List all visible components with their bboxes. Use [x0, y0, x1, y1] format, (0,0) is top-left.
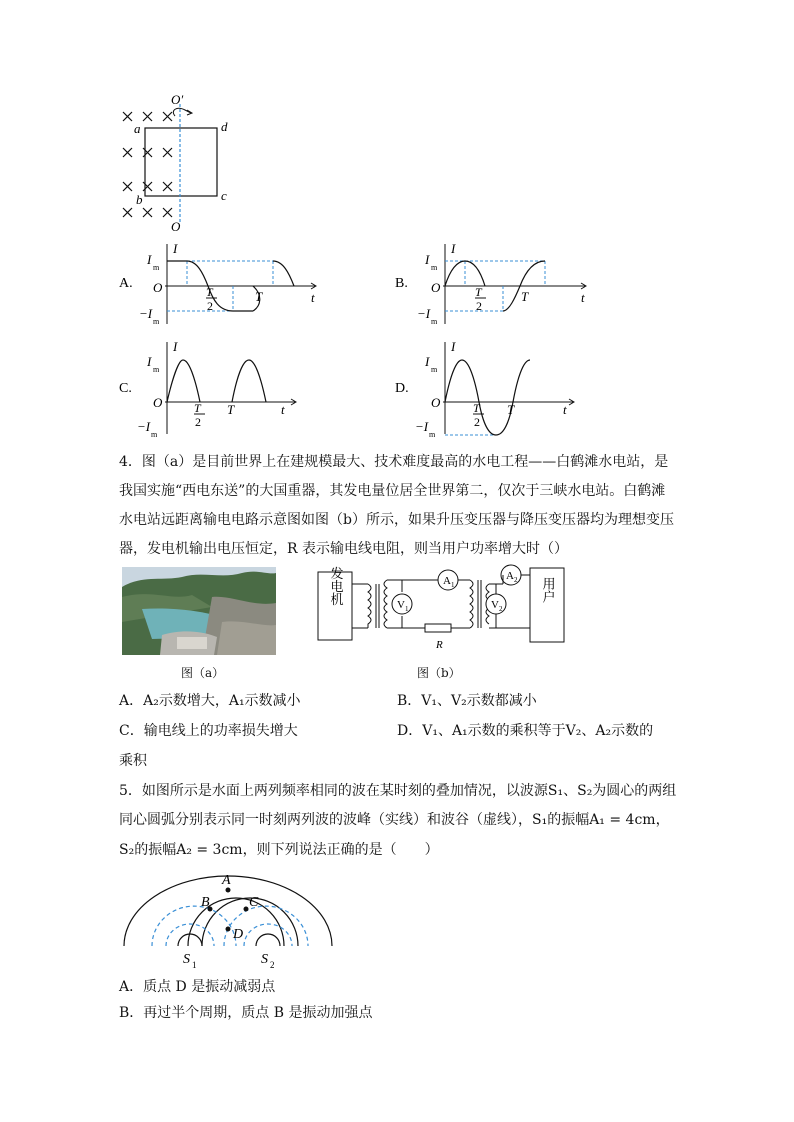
graph-option-d [395, 338, 595, 438]
wave-interference-figure [118, 866, 348, 971]
point-a [226, 888, 231, 893]
label-o: O [171, 219, 181, 234]
resistor-r [425, 624, 451, 632]
label-o-prime: O′ [171, 92, 184, 107]
user-label: 用户 [539, 577, 555, 603]
label-b: b [136, 192, 143, 207]
resistor-label: R [436, 639, 443, 651]
s2-trough-small [244, 924, 292, 946]
label-c: C [249, 895, 259, 910]
t-full: T [227, 402, 235, 417]
generator-label: 发电机 [327, 566, 343, 606]
caption-b: 图（b） [417, 666, 461, 680]
q4-line-4: 器，发电机输出电压恒定，R 表示输电线电阻，则当用户功率增大时（） [119, 541, 568, 557]
x-axis-label: t [311, 290, 315, 305]
t-full: T [507, 402, 515, 417]
option-label: B. [395, 276, 408, 291]
t-full: T [521, 289, 529, 304]
im-label: I [147, 252, 152, 267]
q5-line-2: 同心圆弧分别表示同一时刻两列波的波峰（实线）和波谷（虚线），S₁的振幅A₁ = 4cm， [119, 812, 670, 828]
a1-sub: 1 [451, 581, 455, 589]
label-s2: S [261, 952, 268, 967]
neg-im-sub: m [153, 317, 160, 326]
origin-label: O [153, 395, 163, 410]
t-half-den: 2 [474, 415, 480, 429]
t-full: T [255, 289, 263, 304]
current-curve [167, 360, 266, 402]
option-label: C. [119, 381, 132, 396]
q4-line-2: 我国实施“西电东送”的大国重器，其发电量位居全世界第二，仅次于三峡水电站。白鹤滩 [119, 483, 666, 499]
a1-label: A [443, 575, 451, 587]
q4-line-3: 水电站远距离输电电路示意图如图（b）所示，如果升压变压器与降压变压器均为理想变压 [119, 512, 674, 528]
label-s1: S [183, 952, 190, 967]
q5-line-3: S₂的振幅A₂ = 3cm，则下列说法正确的是（ ） [119, 842, 439, 858]
q4-option-b: B．V₁、V₂示数都减小 [397, 693, 537, 709]
label-a: A [222, 873, 231, 888]
neg-im-label: −I [137, 419, 151, 434]
neg-im-sub: m [429, 430, 436, 438]
im-sub: m [153, 263, 160, 272]
im-label: I [425, 252, 430, 267]
t-half-num: T [194, 401, 201, 415]
q5-option-b: B．再过半个周期，质点 B 是振动加强点 [119, 1005, 373, 1021]
q4-option-d-cont: 乘积 [119, 753, 147, 769]
v2-label: V [491, 599, 499, 611]
s1-trough-small [166, 924, 214, 946]
im-sub: m [431, 263, 438, 272]
v1-label: V [397, 599, 405, 611]
graph-option-a [115, 240, 335, 330]
coil-frame [145, 128, 217, 196]
t-half-den: 2 [195, 415, 201, 429]
point-c [244, 907, 249, 912]
v1-sub: 1 [405, 605, 409, 613]
graph-option-b [395, 240, 605, 330]
option-label: A. [119, 276, 133, 291]
neg-im-sub: m [431, 317, 438, 326]
q4-option-c: C．输电线上的功率损失增大 [119, 723, 298, 739]
label-s1-sub: 1 [192, 960, 197, 970]
neg-im-sub: m [151, 430, 158, 438]
label-a: a [134, 121, 141, 136]
s1-trough [152, 906, 236, 946]
t-half-den: 2 [207, 299, 213, 313]
s2-small [256, 934, 280, 946]
label-d: D [233, 927, 244, 942]
q4-option-a: A．A₂示数增大，A₁示数减小 [119, 693, 301, 709]
label-c: c [221, 188, 227, 203]
option-label: D. [395, 381, 409, 396]
im-label: I [147, 354, 152, 369]
neg-im-label: −I [417, 306, 431, 321]
t-half-den: 2 [476, 299, 482, 313]
q5-option-a: A．质点 D 是振动减弱点 [119, 979, 276, 995]
point-d [226, 927, 231, 932]
y-axis-label: I [451, 339, 456, 354]
s1-small [178, 934, 202, 946]
graph-option-c [115, 338, 315, 438]
a2-label: A [506, 570, 514, 582]
current-curve [445, 360, 530, 435]
im-sub: m [153, 365, 160, 374]
dam-photo [122, 567, 276, 655]
x-axis-label: t [581, 290, 585, 305]
y-axis-label: I [451, 241, 456, 256]
q5-line-1: 5．如图所示是水面上两列频率相同的波在某时刻的叠加情况，以波源S₁、S₂为圆心的两组 [119, 783, 677, 799]
v2-sub: 2 [499, 605, 503, 613]
t-half-num: T [473, 401, 480, 415]
magnetic-field-figure [115, 92, 235, 234]
label-d: d [221, 119, 228, 134]
t-half-num: T [475, 285, 482, 299]
label-s2-sub: 2 [270, 960, 275, 970]
origin-label: O [153, 280, 163, 295]
y-axis-label: I [173, 339, 178, 354]
q4-option-d: D．V₁、A₁示数的乘积等于V₂、A₂示数的 [397, 723, 654, 739]
origin-label: O [431, 280, 441, 295]
a2-sub: 2 [514, 576, 518, 584]
im-label: I [425, 354, 430, 369]
x-axis-label: t [281, 402, 285, 417]
origin-label: O [431, 395, 441, 410]
im-sub: m [431, 365, 438, 374]
y-axis-label: I [173, 241, 178, 256]
neg-im-label: −I [139, 306, 153, 321]
caption-a: 图（a） [181, 666, 225, 680]
t-half-num: T [206, 285, 213, 299]
neg-im-label: −I [415, 419, 429, 434]
circuit-diagram [310, 560, 580, 660]
x-axis-label: t [563, 402, 567, 417]
label-b: B [201, 895, 210, 910]
q4-line-1: 4．图（a）是目前世界上在建规模最大、技术难度最高的水电工程——白鹤滩水电站，是 [119, 454, 669, 470]
